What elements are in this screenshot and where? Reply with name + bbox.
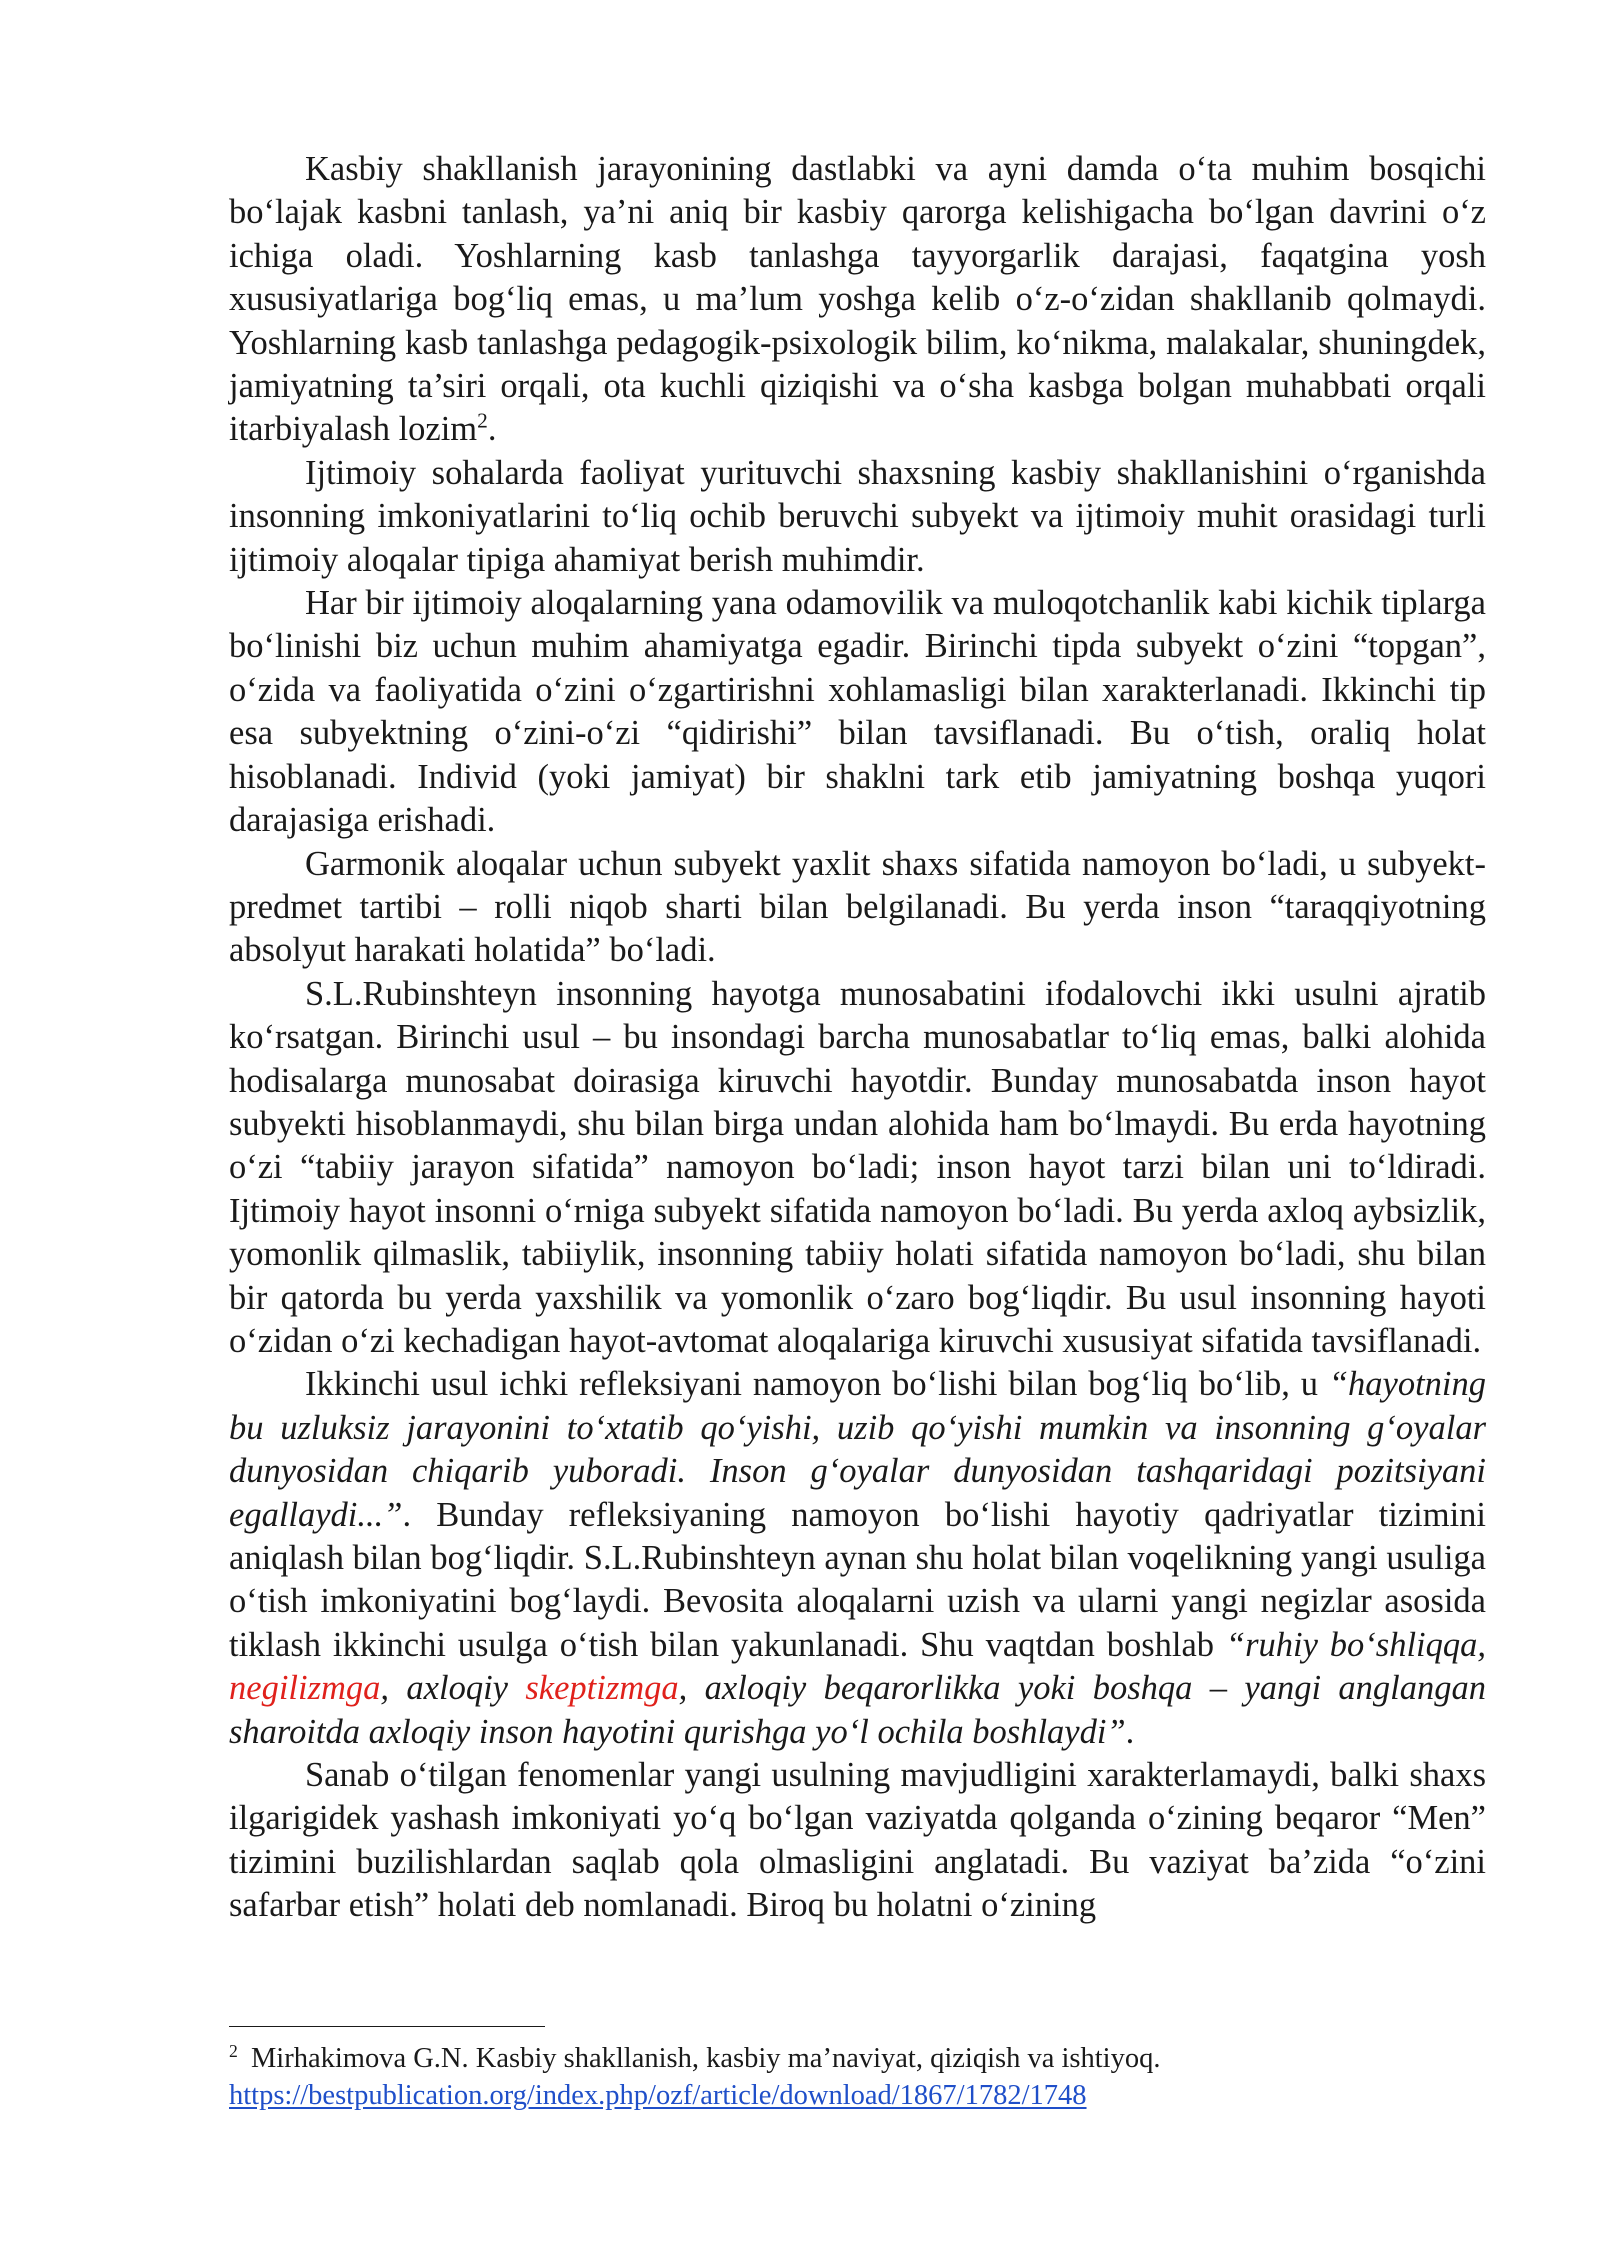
text-segment: Sanab o‘tilgan fenomenlar yangi usulning mavjudligini xarakterlamaydi, balki shaxs ilgarigidek yashash imkoniyati yo‘q bo‘lgan vaziyatda qolganda o‘zining beqaror “Men” tizimini buzilishlardan saqlab qola olmasligini anglatadi. Bu vaziyat ba’zida “o‘zini safarbar etish” holati deb nomlanadi. Biroq bu holatni o‘zining [229, 1756, 1486, 1925]
italic-quote: “ruhiy bo‘shliqqa, [1225, 1625, 1486, 1664]
paragraph [229, 582, 1486, 842]
italic-quote: , axloqiy beqarorlikka yoki boshqa – yangi anglangan sharoitda axloqiy inson hayotini qurishga yo‘l ochila boshlaydi” [229, 1669, 1486, 1751]
text-segment: S.L.Rubinshteyn insonning hayotga munosabatini ifodalovchi ikki usulni ajratib ko‘rsatgan. Birinchi usul – bu insondagi barcha munosabatlar to‘liq emas, balki alohida hodisalarga munosabat doirasiga kiruvchi hayotdir. Bunday munosabatda inson hayot subyekti hisoblanmaydi, shu bilan birga undan alohida ham bo‘lmaydi. Bu erda hayotning o‘zi “tabiiy jarayon sifatida” namoyon bo‘ladi; inson hayot tarzi bilan uni to‘ldiradi. Ijtimoiy hayot insonni o‘rniga subyekt sifatida namoyon bo‘ladi. Bu yerda axloq aybsizlik, yomonlik qilmaslik, tabiiylik, insonning tabiiy holati sifatida namoyon bo‘ladi, shu bilan bir qatorda bu yerda yaxshilik va yomonlik o‘zaro bog‘liqdir. Bu usul insonning hayoti o‘zidan o‘zi kechadigan hayot-avtomat aloqalariga kiruvchi xususiyat sifatida tavsiflanadi. [229, 974, 1486, 1360]
text-segment: Garmonik aloqalar uchun subyekt yaxlit shaxs sifatida namoyon bo‘ladi, u subyekt-predmet tartibi – rolli niqob sharti bilan belgilanadi. Bu yerda inson “taraqqiyotning absolyut harakati holatida” bo‘ladi. [229, 844, 1486, 970]
footnote-separator [229, 2026, 545, 2027]
paragraph [229, 452, 1486, 582]
text-segment: Ijtimoiy sohalarda faoliyat yurituvchi shaxsning kasbiy shakllanishini o‘rganishda insonning imkoniyatlarini to‘liq ochib beruvchi subyekt va ijtimoiy muhit orasidagi turli ijtimoiy aloqalar tipiga ahamiyat berish muhimdir. [229, 453, 1486, 579]
footnote-text: Mirhakimova G.N. Kasbiy shakllanish, kasbiy ma’naviyat, qiziqish va ishtiyoq. [243, 2043, 1161, 2074]
footnote-link[interactable]: https://bestpublication.org/index.php/ozf/article/download/1867/1782/1748 [229, 2080, 1087, 2111]
text-segment: . [487, 410, 497, 449]
text-segment: Har bir ijtimoiy aloqalarning yana odamovilik va muloqotchanlik kabi kichik tiplarga bo‘linishi biz uchun muhim ahamiyatga egadir. Birinchi tipda subyekt o‘zini “topgan”, o‘zida va faoliyatida o‘zini o‘zgartirishni xohlamasligi bilan xarakterlanadi. Ikkinchi tip esa subyektning o‘zini-o‘zi “qidirishi” bilan tavsiflanadi. Bu o‘tish, oraliq holat hisoblanadi. Individ (yoki jamiyat) bir shaklni tark etib jamiyatning boshqa yuqori darajasiga erishadi. [229, 584, 1486, 840]
document-body [229, 148, 1486, 1928]
italic-quote: “hayotning bu uzluksiz jarayonini to‘xtatib qo‘yishi, uzib qo‘yishi mumkin va insonning g‘oyalar dunyosidan chiqarib yuboradi. Inson g‘oyalar dunyosidan tashqaridagi pozitsiyani egallaydi...” [229, 1365, 1486, 1534]
footnote-reference[interactable]: 2 [477, 408, 488, 433]
footnote-number: 2 [229, 2040, 238, 2061]
text-segment: . [1125, 1712, 1135, 1751]
paragraph [229, 1363, 1486, 1754]
paragraph [229, 1754, 1486, 1928]
paragraph [229, 973, 1486, 1364]
paragraph [229, 148, 1486, 452]
text-segment: Kasbiy shakllanish jarayonining dastlabki va ayni damda o‘ta muhim bosqichi bo‘lajak kasbni tanlash, ya’ni aniq bir kasbiy qarorga kelishigacha bo‘lgan davrini o‘z ichiga oladi. Yoshlarning kasb tanlashga tayyorgarlik darajasi, faqatgina yosh xususiyatlariga bog‘liq emas, u ma’lum yoshga kelib o‘z-o‘zidan shakllanib qolmaydi. Yoshlarning kasb tanlashga pedagogik-psixologik bilim, ko‘nikma, malakalar, shuningdek, jamiyatning ta’siri orqali, ota kuchli qiziqishi va o‘sha kasbga bolgan muhabbati orqali itarbiyalash lozim [229, 150, 1486, 449]
paragraph [229, 843, 1486, 973]
italic-quote: , axloqiy [380, 1669, 526, 1708]
highlighted-term: skeptizmga [525, 1669, 679, 1708]
footnote [229, 2040, 1486, 2114]
text-segment: . Bunday refleksiyaning namoyon bo‘lishi hayotiy qadriyatlar tizimini aniqlash bilan bog‘liqdir. S.L.Rubinshteyn aynan shu holat bilan voqelikning yangi usuliga o‘tish imkoniyatini bog‘laydi. Bevosita aloqalarni uzish va ularni yangi negizlar asosida tiklash ikkinchi usulga o‘tish bilan yakunlanadi. Shu vaqtdan boshlab [229, 1495, 1486, 1664]
text-segment: Ikkinchi usul ichki refleksiyani namoyon bo‘lishi bilan bog‘liq bo‘lib, u [305, 1365, 1329, 1404]
highlighted-term: negilizmga [229, 1669, 381, 1708]
